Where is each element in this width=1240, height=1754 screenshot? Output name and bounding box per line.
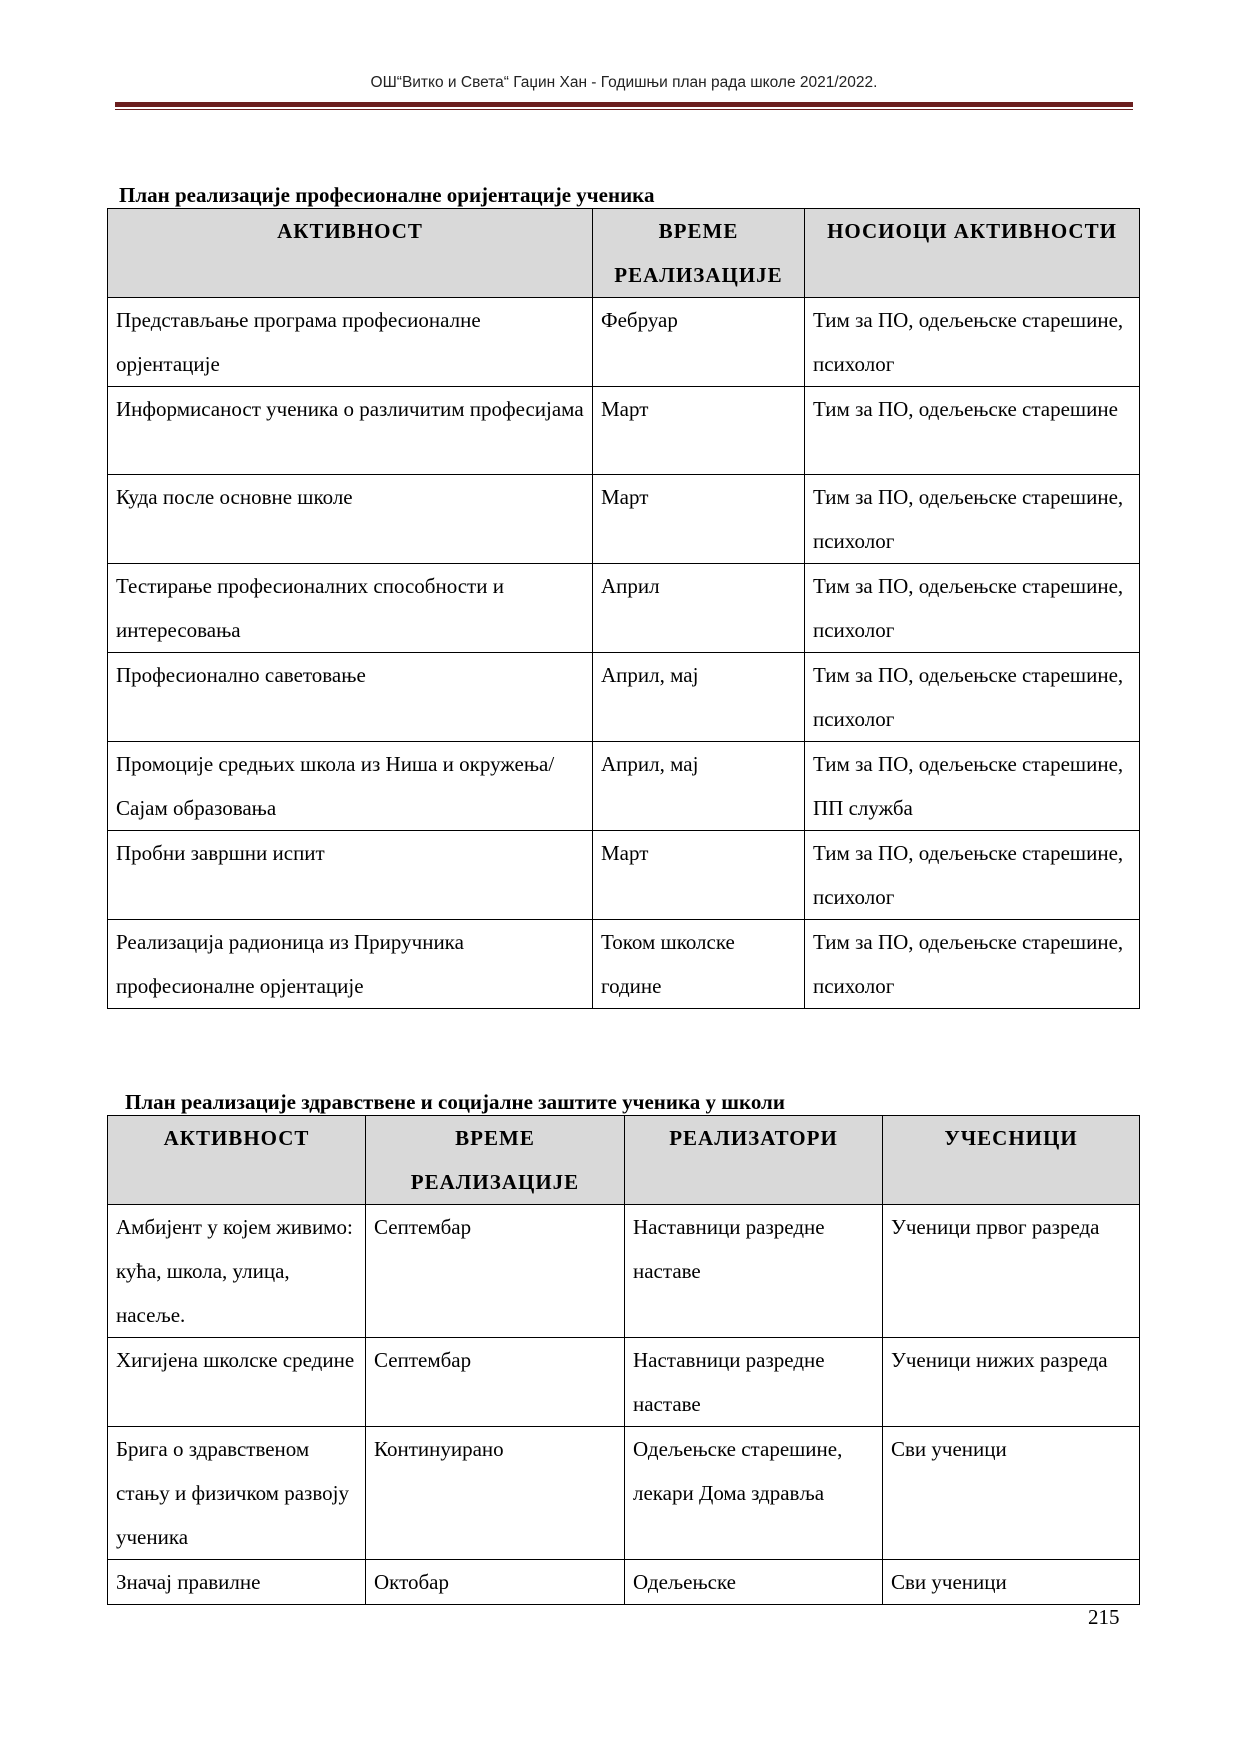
cell-time: Током школске године	[593, 920, 805, 1009]
cell-time: Април	[593, 564, 805, 653]
table-row	[108, 1427, 1140, 1560]
section-title-career-orientation: План реализације професионалне оријентације ученика	[119, 183, 655, 207]
header-rule-thin	[115, 109, 1133, 110]
cell-activity: Промоције средњих школа из Ниша и окружења/ Сајам образовања	[108, 742, 593, 831]
cell-activity: Куда после основне школе	[108, 475, 593, 564]
cell-activity: Професионално саветовање	[108, 653, 593, 742]
column-header-activity: АКТИВНОСТ	[108, 209, 593, 298]
cell-responsible: Тим за ПО, одељењске старешине, психолог	[805, 653, 1140, 742]
table-row	[108, 742, 1140, 831]
cell-responsible: Тим за ПО, одељењске старешине, психолог	[805, 475, 1140, 564]
cell-time: Март	[593, 831, 805, 920]
cell-time: Континуирано	[366, 1427, 625, 1560]
cell-activity: Пробни завршни испит	[108, 831, 593, 920]
cell-responsible: Тим за ПО, одељењске старешине, ПП служба	[805, 742, 1140, 831]
cell-implementers: Одељењске старешине, лекари Дома здравља	[625, 1427, 883, 1560]
cell-activity: Информисаност ученика о различитим професијама	[108, 387, 593, 475]
table-header-row	[108, 1116, 1140, 1205]
cell-time: Март	[593, 475, 805, 564]
table-row	[108, 564, 1140, 653]
table-row	[108, 653, 1140, 742]
column-header-time: ВРЕМЕ РЕАЛИЗАЦИЈЕ	[366, 1116, 625, 1205]
table-row	[108, 1560, 1140, 1605]
cell-activity: Представљање програма професионалне орјентације	[108, 298, 593, 387]
cell-activity: Брига о здравственом стању и физичком развоју ученика	[108, 1427, 366, 1560]
career-orientation-table	[107, 208, 1140, 1009]
cell-participants: Ученици првог разреда	[883, 1205, 1140, 1338]
cell-time: Септембар	[366, 1338, 625, 1427]
cell-implementers: Одељењске	[625, 1560, 883, 1605]
column-header-activity: АКТИВНОСТ	[108, 1116, 366, 1205]
cell-activity: Значај правилне	[108, 1560, 366, 1605]
table-row	[108, 298, 1140, 387]
cell-time: Септембар	[366, 1205, 625, 1338]
table-row	[108, 475, 1140, 564]
cell-implementers: Наставници разредне наставе	[625, 1205, 883, 1338]
cell-responsible: Тим за ПО, одељењске старешине	[805, 387, 1140, 475]
header-rule-thick	[115, 102, 1133, 107]
cell-activity: Хигијена школске средине	[108, 1338, 366, 1427]
cell-responsible: Тим за ПО, одељењске старешине, психолог	[805, 564, 1140, 653]
section-title-health-protection: План реализације здравствене и социјалне заштите ученика у школи	[125, 1090, 785, 1114]
cell-time: Април, мај	[593, 653, 805, 742]
cell-participants: Сви ученици	[883, 1560, 1140, 1605]
cell-participants: Сви ученици	[883, 1427, 1140, 1560]
column-header-responsible: НОСИОЦИ АКТИВНОСТИ	[805, 209, 1140, 298]
table-header-row	[108, 209, 1140, 298]
cell-time: Март	[593, 387, 805, 475]
cell-activity: Тестирање професионалних способности и интересовања	[108, 564, 593, 653]
cell-activity: Амбијент у којем живимо: кућа, школа, улица, насеље.	[108, 1205, 366, 1338]
table-row	[108, 831, 1140, 920]
page-header: ОШ“Витко и Света“ Гаџин Хан - Годишњи план рада школе 2021/2022.	[370, 74, 878, 91]
cell-time: Април, мај	[593, 742, 805, 831]
cell-participants: Ученици нижих разреда	[883, 1338, 1140, 1427]
cell-responsible: Тим за ПО, одељењске старешине, психолог	[805, 831, 1140, 920]
column-header-participants: УЧЕСНИЦИ	[883, 1116, 1140, 1205]
table-row	[108, 387, 1140, 475]
cell-time: Фебруар	[593, 298, 805, 387]
table-row	[108, 920, 1140, 1009]
page-number: 215	[1088, 1605, 1120, 1629]
table-row	[108, 1338, 1140, 1427]
table-row	[108, 1205, 1140, 1338]
cell-responsible: Тим за ПО, одељењске старешине, психолог	[805, 920, 1140, 1009]
health-protection-table	[107, 1115, 1140, 1605]
column-header-implementers: РЕАЛИЗАТОРИ	[625, 1116, 883, 1205]
cell-responsible: Тим за ПО, одељењске старешине, психолог	[805, 298, 1140, 387]
column-header-time: ВРЕМЕ РЕАЛИЗАЦИЈЕ	[593, 209, 805, 298]
cell-activity: Реализација радионица из Приручника професионалне орјентације	[108, 920, 593, 1009]
cell-implementers: Наставници разредне наставе	[625, 1338, 883, 1427]
cell-time: Октобар	[366, 1560, 625, 1605]
